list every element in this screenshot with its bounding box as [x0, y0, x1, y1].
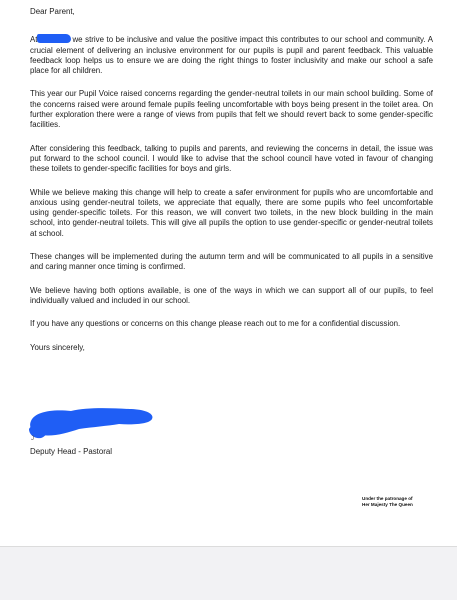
letter-body — [30, 7, 433, 353]
patronage-notice — [362, 496, 413, 508]
paragraph-implementation: These changes will be implemented during the autumn term and will be communicated to all pupils in a sensitive and caring manner once timing is confirmed. — [30, 252, 433, 272]
patronage-line-2: Her Majesty The Queen — [362, 502, 413, 507]
intro-text: we strive to be inclusive and value the positive impact this contributes to our school and community. A crucial element of delivering an inclusive environment for our pupils is pupil and parent feedback. This valuable feedback loop helps us to ensure we are doing the right things to foster inclusivity and make our school a safe place for all children. — [30, 35, 433, 76]
salutation: Dear Parent, — [30, 7, 75, 16]
closing: Yours sincerely, — [30, 342, 85, 352]
paragraph-safer-environment: While we believe making this change will help to create a safer environment for pupils who are uncomfortable and anxious using gender-neutral toilets, we appreciate that equally, there are some pupils who feel uncomfortable using gender-specific toilets. For this reason, we will convert two toilets, in the new block building in the main school, into gender-neutral toilets. This will give all pupils the option to use gender-specific or gender-neutral toilets at school. — [30, 187, 433, 238]
paragraph-council-decision: After considering this feedback, talking to pupils and parents, and reviewing the concerns in detail, the issue was put forward to the school council. I would like to advise that the school council have voted in favour of changing these toilets to gender-specific facilities for boys and girls. — [30, 143, 433, 174]
signature-initial: J — [31, 436, 34, 442]
redacted-school-name — [37, 34, 71, 43]
paragraph-pupil-voice: This year our Pupil Voice raised concerns regarding the gender-neutral toilets in our main school building. Some of the concerns raised were around female pupils feeling uncomfortable with boys being present in the toilet area. On further exploration there were a range of views from pupils that felt we should revert back to some gender-specific facilities. — [30, 89, 433, 130]
paragraph-both-options: We believe having both options available, is one of the ways in which we can support all of our pupils, to feel individually valued and included in our school. — [30, 285, 433, 305]
patronage-line-1: Under the patronage of — [362, 496, 413, 501]
intro-prefix: At — [30, 35, 38, 45]
signer-role: Deputy Head - Pastoral — [30, 447, 113, 456]
paragraph-contact: If you have any questions or concerns on this change please reach out to me for a confidential discussion. — [30, 319, 401, 329]
paragraph-intro — [30, 34, 433, 76]
redacted-signature — [27, 403, 157, 440]
